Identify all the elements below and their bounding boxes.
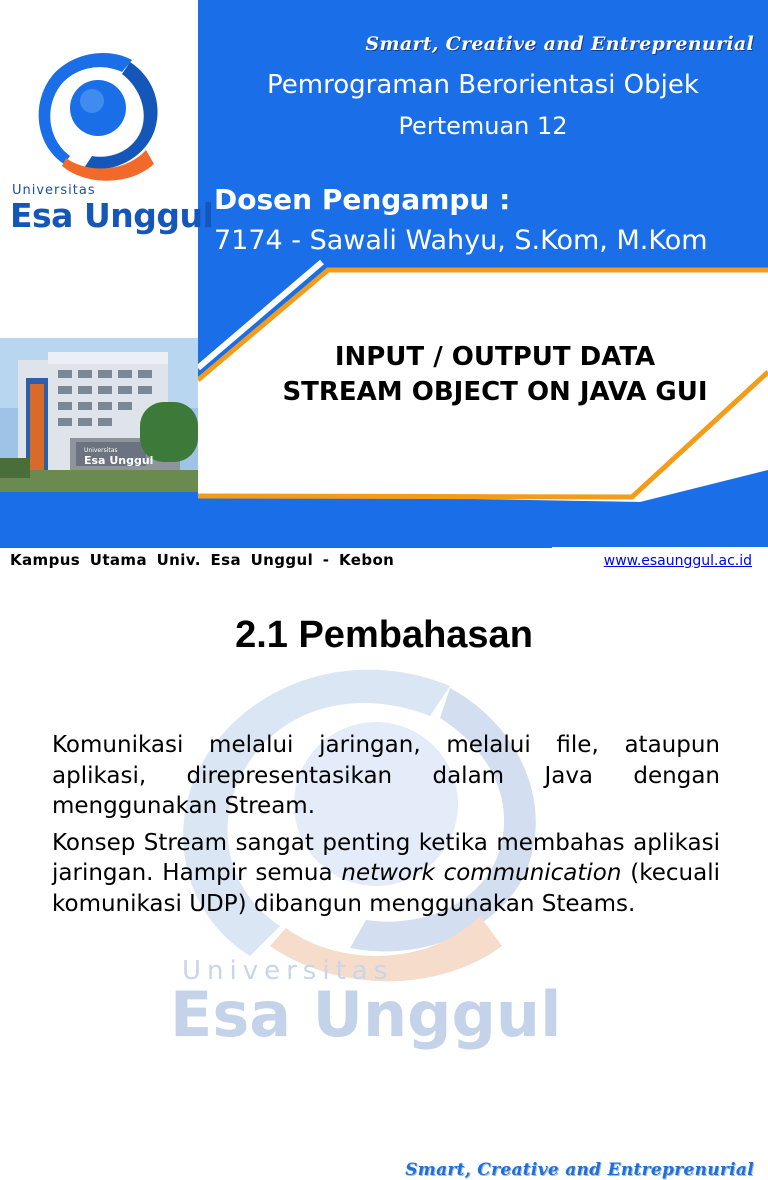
topic-line-2: STREAM OBJECT ON JAVA GUI: [282, 377, 708, 407]
paragraph-2-end: (kecuali komunikasi UDP) dibangun menggunakan Steams.: [52, 860, 720, 917]
logo-university-name: Esa Unggul: [10, 196, 214, 235]
content-slide: [0, 576, 768, 1180]
lecturer-label: Dosen Pengampu :: [214, 183, 511, 216]
logo-university-prefix: Universitas: [12, 183, 96, 198]
footer-url-box: [552, 547, 768, 576]
watermark-university-prefix: Universitas: [182, 956, 394, 986]
campus-sign-prefix: Universitas: [84, 447, 118, 454]
campus-photo: [0, 338, 198, 492]
section-title: 2.1 Pembahasan: [235, 614, 533, 656]
paragraph-2-start: Konsep Stream sangat penting ketika membahas aplikasi jaringan. Hampir semua: [52, 829, 720, 886]
website-link[interactable]: www.esaunggul.ac.id: [603, 553, 752, 569]
paragraph-2: [52, 828, 720, 920]
meeting-number: Pertemuan 12: [398, 112, 568, 140]
paragraph-2-emphasis: network communication: [341, 860, 622, 886]
tagline-slide2: Smart, Creative and Entreprenurial: [405, 1160, 754, 1180]
paragraph-1: Komunikasi melalui jaringan, melalui file, ataupun aplikasi, direpresentasikan dalam Java dengan menggunakan Stream.: [52, 732, 720, 819]
university-logo: [0, 0, 214, 335]
course-title: Pemrograman Berorientasi Objek: [267, 70, 699, 100]
campus-sign-name: Esa Unggul: [84, 454, 154, 467]
lecturer-name: 7174 - Sawali Wahyu, S.Kom, M.Kom: [214, 225, 708, 256]
logo-emblem-icon: [26, 46, 166, 186]
topic-title: [245, 340, 745, 410]
campus-address: Kampus Utama Univ. Esa Unggul - Kebon: [10, 551, 395, 569]
slide-body: [52, 730, 720, 925]
title-slide: [0, 0, 768, 576]
tagline: Smart, Creative and Entreprenurial: [365, 33, 754, 55]
topic-line-1: INPUT / OUTPUT DATA: [334, 342, 656, 372]
watermark-university-name: Esa Unggul: [170, 978, 562, 1051]
